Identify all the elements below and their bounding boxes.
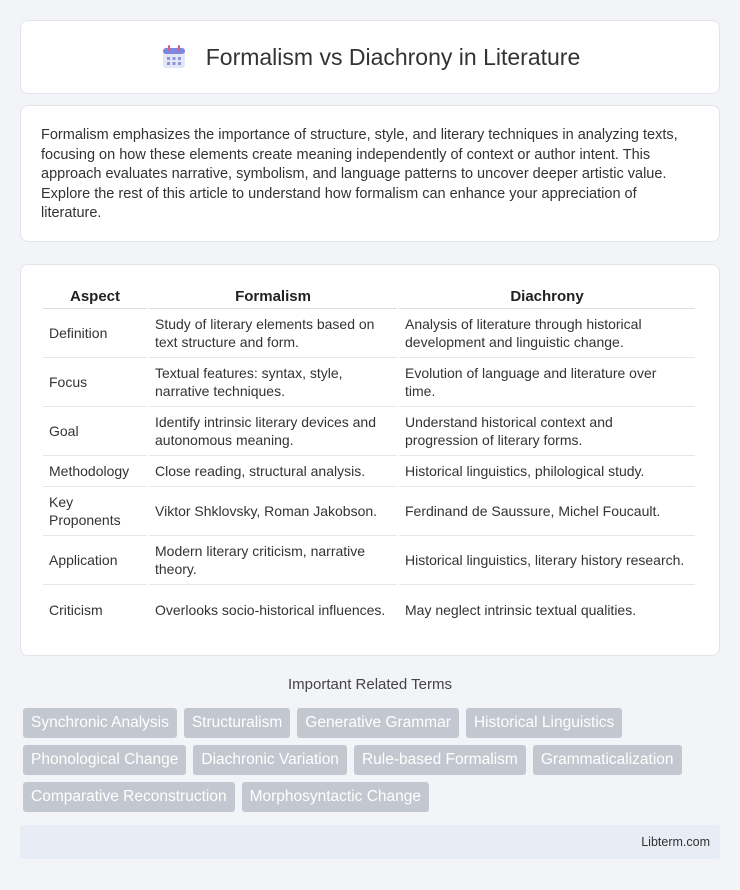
related-term-tag[interactable]: Diachronic Variation bbox=[193, 745, 347, 775]
related-terms-heading: Important Related Terms bbox=[288, 676, 452, 693]
aspect-cell: Key Proponents bbox=[43, 487, 147, 536]
table-row bbox=[43, 407, 695, 456]
table-row bbox=[43, 456, 695, 487]
table-row bbox=[43, 309, 695, 358]
formalism-cell: Viktor Shklovsky, Roman Jakobson. bbox=[149, 487, 397, 536]
aspect-cell: Criticism bbox=[49, 601, 103, 618]
formalism-cell: Study of literary elements based on text structure and form. bbox=[149, 309, 397, 358]
diachrony-cell: Historical linguistics, philological study. bbox=[399, 456, 695, 487]
aspect-cell: Application bbox=[43, 536, 147, 585]
formalism-cell: Textual features: syntax, style, narrative techniques. bbox=[149, 358, 397, 407]
intro-card bbox=[20, 105, 720, 242]
aspect-cell: Goal bbox=[43, 407, 147, 456]
table-header-row bbox=[43, 285, 695, 309]
header-formalism: Formalism bbox=[149, 285, 397, 309]
footer-site-link[interactable]: Libterm.com bbox=[641, 835, 710, 849]
diachrony-cell: Understand historical context and progression of literary forms. bbox=[399, 407, 695, 456]
related-term-tag[interactable]: Morphosyntactic Change bbox=[242, 782, 429, 812]
aspect-cell: Methodology bbox=[43, 456, 147, 487]
header-aspect: Aspect bbox=[43, 285, 147, 309]
table-row bbox=[43, 487, 695, 536]
diachrony-cell: May neglect intrinsic textual qualities. bbox=[405, 601, 637, 618]
related-term-tag[interactable]: Comparative Reconstruction bbox=[23, 782, 235, 812]
related-term-tag[interactable]: Generative Grammar bbox=[297, 708, 459, 738]
diachrony-cell: Analysis of literature through historical development and linguistic change. bbox=[399, 309, 695, 358]
table-row bbox=[43, 585, 695, 634]
related-term-tag[interactable]: Grammaticalization bbox=[533, 745, 682, 775]
related-term-tag[interactable]: Rule-based Formalism bbox=[354, 745, 526, 775]
intro-text: Formalism emphasizes the importance of structure, style, and literary techniques in analyzing texts, focusing on how these elements create meaning independently of context or author intent. This approach evaluates narrative, symbolism, and language patterns to uncover deeper artistic value. Explore the rest of this article to understand how formalism can enhance your appreciation of literature. bbox=[41, 127, 678, 221]
formalism-cell: Identify intrinsic literary devices and autonomous meaning. bbox=[149, 407, 397, 456]
related-terms-list bbox=[23, 708, 723, 819]
page-title: Formalism vs Diachrony in Literature bbox=[205, 43, 581, 70]
related-term-tag[interactable]: Historical Linguistics bbox=[466, 708, 622, 738]
calendar-icon bbox=[160, 43, 188, 71]
related-term-tag[interactable]: Synchronic Analysis bbox=[23, 708, 177, 738]
aspect-cell: Definition bbox=[43, 309, 147, 358]
table-row bbox=[43, 358, 695, 407]
title-card bbox=[20, 20, 720, 94]
header-diachrony: Diachrony bbox=[399, 285, 695, 309]
formalism-cell: Close reading, structural analysis. bbox=[149, 456, 397, 487]
related-term-tag[interactable]: Structuralism bbox=[184, 708, 290, 738]
table-row bbox=[43, 536, 695, 585]
formalism-cell: Modern literary criticism, narrative theory. bbox=[149, 536, 397, 585]
formalism-cell: Overlooks socio-historical influences. bbox=[155, 601, 386, 618]
comparison-table bbox=[41, 285, 697, 634]
comparison-table-card bbox=[20, 264, 720, 656]
related-term-tag[interactable]: Phonological Change bbox=[23, 745, 186, 775]
diachrony-cell: Ferdinand de Saussure, Michel Foucault. bbox=[399, 487, 695, 536]
footer bbox=[20, 825, 720, 859]
aspect-cell: Focus bbox=[43, 358, 147, 407]
diachrony-cell: Evolution of language and literature over time. bbox=[399, 358, 695, 407]
diachrony-cell: Historical linguistics, literary history research. bbox=[399, 536, 695, 585]
